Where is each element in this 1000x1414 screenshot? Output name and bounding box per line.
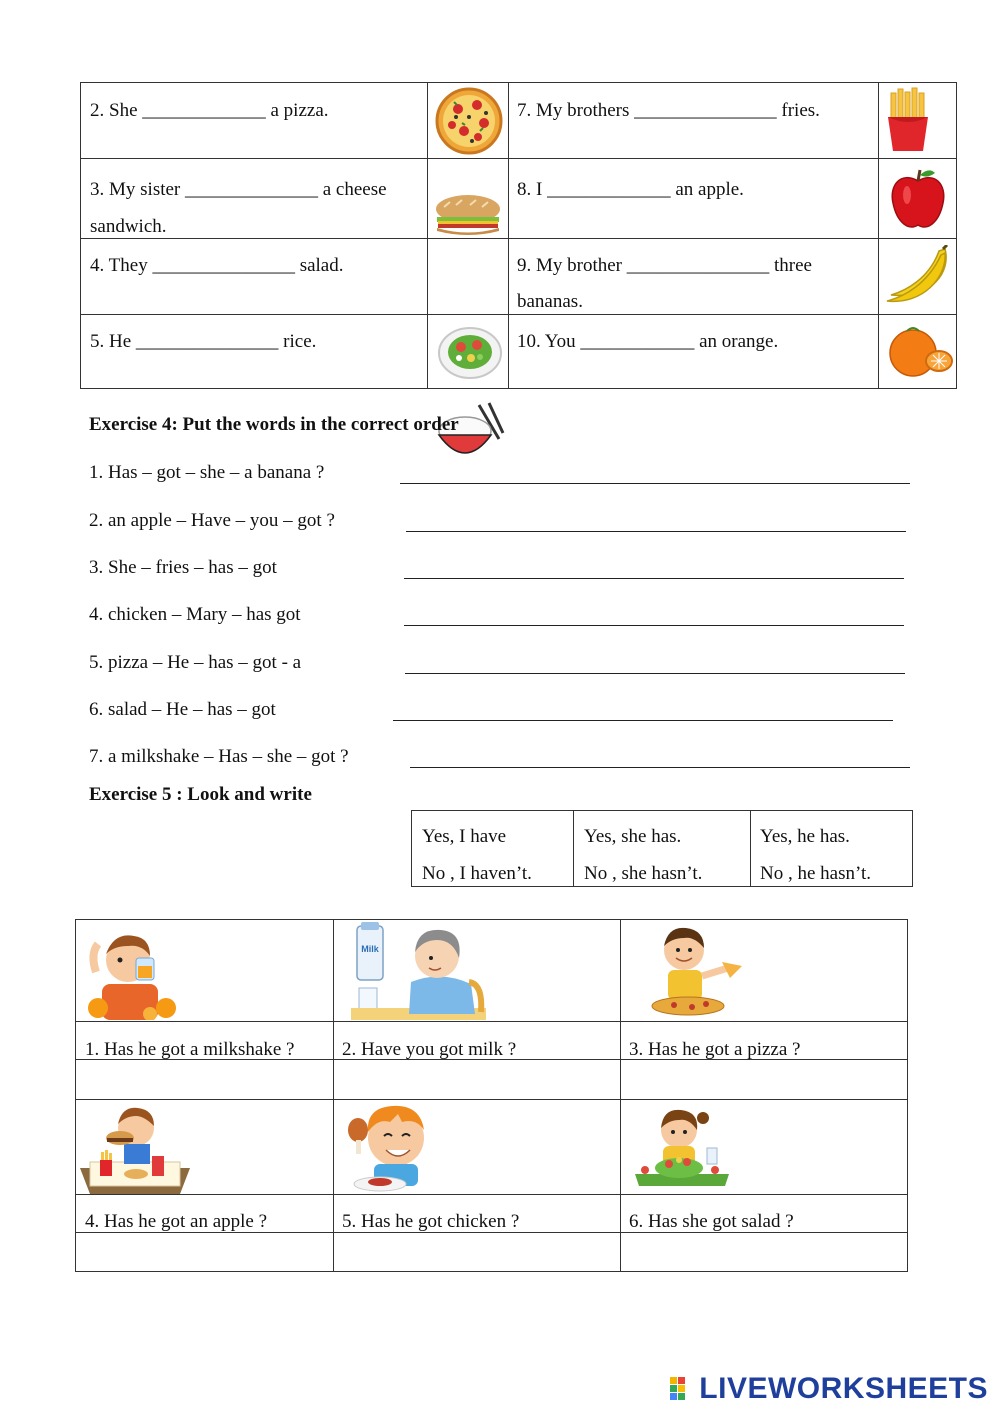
answer-option-i-no: No , I haven’t. — [422, 863, 532, 884]
exercise3-item-8: 8. I _____________ an apple. — [517, 179, 744, 200]
answer-option-he-yes: Yes, he has. — [760, 826, 850, 847]
banana-icon — [885, 245, 953, 307]
row-divider — [81, 238, 956, 239]
answer-cell-5[interactable] — [334, 1233, 619, 1270]
exercise4-item-6: 6. salad – He – has – got — [89, 699, 276, 720]
exercise5-question-3: 3. Has he got a pizza ? — [629, 1039, 801, 1060]
sandwich-icon — [434, 193, 502, 237]
salad-icon — [437, 323, 503, 381]
exercise3-item-9-cont: bananas. — [517, 291, 583, 312]
apple-icon — [889, 167, 947, 231]
answer-line-7[interactable] — [410, 767, 910, 768]
answer-cell-2[interactable] — [334, 1060, 619, 1098]
exercise5-title: Exercise 5 : Look and write — [89, 784, 312, 805]
milk-carton-label: Milk — [361, 944, 379, 954]
column-divider — [508, 83, 509, 388]
boy-with-burger-picture — [80, 1102, 190, 1194]
exercise5-question-5: 5. Has he got chicken ? — [342, 1211, 520, 1232]
row-divider — [81, 158, 956, 159]
orange-icon — [887, 323, 953, 379]
exercise4-title: Exercise 4: Put the words in the correct order — [89, 414, 459, 435]
pizza-icon — [434, 87, 504, 155]
answer-option-she-no: No , she hasn’t. — [584, 863, 703, 884]
exercise3-item-7: 7. My brothers _______________ fries. — [517, 100, 820, 121]
exercise3-item-5: 5. He _______________ rice. — [90, 331, 317, 352]
column-divider — [427, 83, 428, 388]
column-divider — [573, 811, 574, 886]
exercise4-item-2: 2. an apple – Have – you – got ? — [89, 510, 335, 531]
exercise4-item-4: 4. chicken – Mary – has got — [89, 604, 301, 625]
exercise3-item-2: 2. She _____________ a pizza. — [90, 100, 329, 121]
answer-cell-4[interactable] — [77, 1233, 332, 1270]
boy-with-pizza-picture — [644, 922, 744, 1020]
exercise4-item-3: 3. She – fries – has – got — [89, 557, 277, 578]
exercise5-question-1: 1. Has he got a milkshake ? — [85, 1039, 295, 1060]
row-divider — [76, 1099, 907, 1100]
exercise4-item-1: 1. Has – got – she – a banana ? — [89, 462, 325, 483]
liveworksheets-logo — [670, 1372, 988, 1406]
row-divider — [76, 1194, 907, 1195]
answer-cell-6[interactable] — [621, 1233, 906, 1270]
column-divider — [750, 811, 751, 886]
answer-cell-1[interactable] — [77, 1060, 332, 1098]
answer-option-he-no: No , he hasn’t. — [760, 863, 871, 884]
answer-line-3[interactable] — [404, 578, 904, 579]
answer-line-4[interactable] — [404, 625, 904, 626]
liveworksheets-icon — [670, 1375, 696, 1401]
answer-line-6[interactable] — [393, 720, 893, 721]
row-divider — [76, 1021, 907, 1022]
answer-options-box — [411, 810, 913, 887]
fries-icon — [885, 87, 931, 153]
column-divider — [878, 83, 879, 388]
exercise3-item-9: 9. My brother _______________ three — [517, 255, 812, 276]
exercise4-item-7: 7. a milkshake – Has – she – got ? — [89, 746, 349, 767]
man-with-milk-picture — [351, 922, 486, 1020]
boy-with-chicken-picture — [344, 1100, 440, 1192]
girl-with-salad-picture — [629, 1100, 735, 1192]
answer-option-she-yes: Yes, she has. — [584, 826, 682, 847]
exercise3-item-4: 4. They _______________ salad. — [90, 255, 344, 276]
exercise3-table — [80, 82, 957, 389]
exercise4-item-5: 5. pizza – He – has – got - a — [89, 652, 302, 673]
row-divider — [81, 314, 956, 315]
exercise5-question-2: 2. Have you got milk ? — [342, 1039, 517, 1060]
exercise5-question-4: 4. Has he got an apple ? — [85, 1211, 268, 1232]
exercise3-item-3-cont: sandwich. — [90, 216, 167, 237]
answer-line-5[interactable] — [405, 673, 905, 674]
answer-line-1[interactable] — [400, 483, 910, 484]
exercise3-item-3: 3. My sister ______________ a cheese — [90, 179, 387, 200]
exercise3-item-10: 10. You ____________ an orange. — [517, 331, 779, 352]
answer-option-i-yes: Yes, I have — [422, 826, 507, 847]
liveworksheets-wordmark: LIVEWORKSHEETS — [699, 1372, 988, 1405]
answer-cell-3[interactable] — [621, 1060, 906, 1098]
exercise5-question-6: 6. Has she got salad ? — [629, 1211, 794, 1232]
boy-drinking-picture — [84, 924, 182, 1020]
answer-line-2[interactable] — [406, 531, 906, 532]
exercise5-table — [75, 919, 908, 1272]
